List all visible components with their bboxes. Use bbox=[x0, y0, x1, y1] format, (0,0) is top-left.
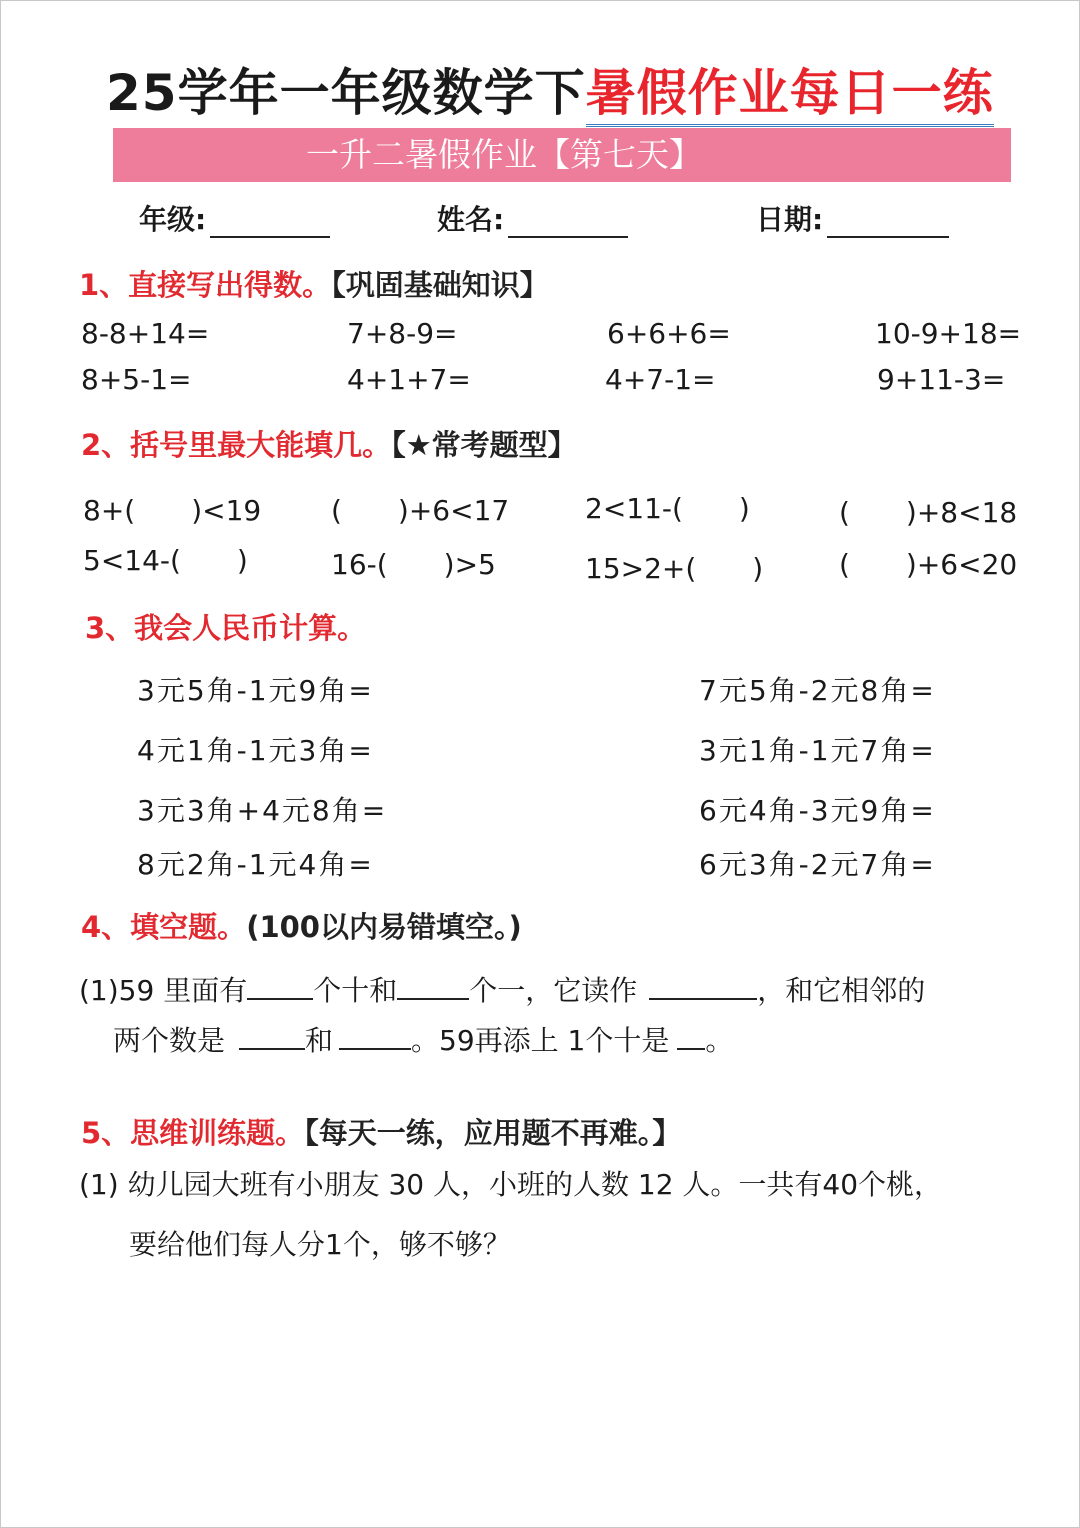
title-highlight: 暑假作业每日一练 bbox=[586, 64, 994, 127]
s1-item: 6+6+6= bbox=[607, 317, 731, 350]
field-grade-line[interactable] bbox=[210, 206, 330, 238]
section1-heading bbox=[79, 263, 549, 304]
s4-q1-text: 。59再添上 1个十是 bbox=[411, 1024, 670, 1057]
s2-item: ( )+8<18 bbox=[839, 496, 1018, 529]
banner-text: 一升二暑假作业【第七天】 bbox=[306, 135, 702, 174]
s1-item: 9+11-3= bbox=[877, 363, 1006, 396]
s4-blank-read[interactable] bbox=[649, 972, 757, 1000]
section3-heading bbox=[85, 606, 366, 647]
section5-title: 5、思维训练题。 bbox=[81, 1116, 305, 1150]
s4-blank-tens[interactable] bbox=[247, 972, 313, 1000]
s4-blank-neighbor1[interactable] bbox=[239, 1022, 305, 1050]
s1-item: 8-8+14= bbox=[81, 317, 210, 350]
field-date bbox=[756, 198, 949, 238]
section2-note: 【★常考题型】 bbox=[391, 428, 577, 462]
s2-item: 5<14-( ) bbox=[83, 544, 248, 577]
s1-item: 10-9+18= bbox=[875, 317, 1022, 350]
s4-blank-ones[interactable] bbox=[397, 972, 469, 1000]
s4-q1-line2 bbox=[113, 1019, 733, 1059]
s4-q1-text: 两个数是 bbox=[113, 1024, 226, 1057]
s4-q1-text: 和 bbox=[305, 1024, 334, 1057]
field-date-line[interactable] bbox=[827, 206, 949, 238]
field-name-line[interactable] bbox=[508, 206, 628, 238]
s4-q1-line1 bbox=[79, 969, 925, 1009]
section1-note: 【巩固基础知识】 bbox=[331, 268, 549, 302]
s2-item: 15>2+( ) bbox=[585, 552, 764, 585]
s4-blank-add-ten[interactable] bbox=[677, 1022, 705, 1050]
s1-item: 4+1+7= bbox=[347, 363, 471, 396]
s4-q1-text: 个一，它读作 bbox=[469, 974, 638, 1007]
s3-item: 6元3角-2元7角= bbox=[699, 848, 936, 881]
s4-q1-text: 个十和 bbox=[313, 974, 398, 1007]
section4-title: 4、填空题。 bbox=[81, 910, 247, 944]
section2-heading bbox=[81, 423, 577, 464]
section5-heading bbox=[81, 1111, 681, 1152]
s3-item: 4元1角-1元3角= bbox=[137, 734, 374, 767]
s1-item: 8+5-1= bbox=[81, 363, 192, 396]
s2-item: 2<11-( ) bbox=[585, 492, 750, 525]
s3-item: 3元5角-1元9角= bbox=[137, 674, 374, 707]
page-title bbox=[106, 53, 994, 125]
s3-item: 7元5角-2元8角= bbox=[699, 674, 936, 707]
s3-item: 3元1角-1元7角= bbox=[699, 734, 936, 767]
s1-item: 4+7-1= bbox=[605, 363, 716, 396]
s2-item: ( )+6<20 bbox=[839, 548, 1018, 581]
section4-note: (100以内易错填空。) bbox=[246, 910, 522, 944]
section1-title: 1、直接写出得数。 bbox=[79, 268, 332, 302]
field-grade bbox=[139, 198, 330, 238]
s2-item: 8+( )<19 bbox=[83, 494, 262, 527]
s3-item: 6元4角-3元9角= bbox=[699, 794, 936, 827]
s4-q1-text: 。 bbox=[705, 1024, 734, 1057]
s2-item: 16-( )>5 bbox=[331, 548, 496, 581]
s3-item: 8元2角-1元4角= bbox=[137, 848, 374, 881]
s4-blank-neighbor2[interactable] bbox=[339, 1022, 411, 1050]
field-name-label: 姓名: bbox=[437, 203, 505, 236]
section3-title: 3、我会人民币计算。 bbox=[85, 611, 367, 645]
field-grade-label: 年级: bbox=[139, 203, 207, 236]
field-name bbox=[437, 198, 628, 238]
field-date-label: 日期: bbox=[756, 203, 824, 236]
s4-q1-text: ，和它相邻的 bbox=[757, 974, 926, 1007]
section2-title: 2、括号里最大能填几。 bbox=[81, 428, 392, 462]
s2-item: ( )+6<17 bbox=[331, 494, 510, 527]
s3-item: 3元3角+4元8角= bbox=[137, 794, 388, 827]
s5-q1-line2: 要给他们每人分1个，够不够？ bbox=[129, 1228, 511, 1261]
section4-heading bbox=[81, 905, 522, 946]
s4-q1-text: (1)59 里面有 bbox=[79, 974, 248, 1007]
title-main: 25学年一年级数学下 bbox=[106, 64, 586, 122]
section5-note: 【每天一练，应用题不再难。】 bbox=[304, 1116, 682, 1150]
s5-q1-line1: (1) 幼儿园大班有小朋友 30 人，小班的人数 12 人。一共有40个桃， bbox=[79, 1168, 943, 1201]
s1-item: 7+8-9= bbox=[347, 317, 458, 350]
